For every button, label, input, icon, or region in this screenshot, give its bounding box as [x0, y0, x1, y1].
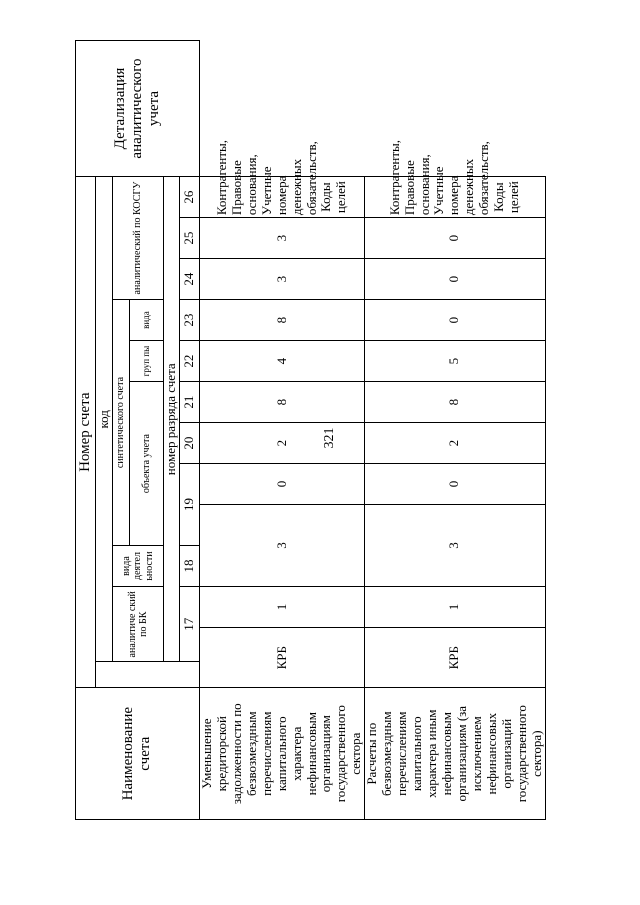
- digit-24: 24: [179, 259, 199, 300]
- row-kosgu-digit-1: 8: [199, 300, 364, 341]
- row-account-name: Расчеты по безвозмездным перечислениям капитального характера иным нефинансовым организациям (за исключением нефинансовых организаций государственного сектора): [365, 688, 545, 820]
- header-account-number: Номер счета: [76, 177, 96, 688]
- digit-21: 21: [179, 382, 199, 423]
- row-kosgu-digit-2: 3: [199, 259, 364, 300]
- digit-20: 20: [179, 423, 199, 464]
- row-kosgu-digit-1: 0: [365, 300, 545, 341]
- table-row: [199, 41, 364, 820]
- account-table: [75, 40, 546, 820]
- row-activity: 1: [199, 587, 364, 628]
- row-group: 8: [365, 382, 545, 423]
- digit-18: 18: [179, 546, 199, 587]
- row-kind: 5: [365, 341, 545, 382]
- row-bk: КРБ: [199, 627, 364, 687]
- row-object-digit-3: 2: [365, 423, 545, 464]
- header-code: код: [96, 177, 113, 662]
- row-object-digit-2: 0: [365, 464, 545, 505]
- row-kosgu-digit-3: 3: [199, 218, 364, 259]
- header-group: груп пы: [130, 341, 164, 382]
- row-object-digit-3: 2: [199, 423, 364, 464]
- header-object: объекта учета: [130, 382, 164, 546]
- digit-19: 19: [179, 464, 199, 546]
- header-analytic-kosgu: аналитический по КОСГУ: [113, 177, 164, 300]
- row-object-digit-1: 3: [199, 505, 364, 587]
- header-activity-type: вида деятел ьности: [113, 546, 164, 587]
- digit-17: 17: [179, 587, 199, 663]
- digit-22: 22: [179, 341, 199, 382]
- header-synthetic: синтетического счета: [113, 300, 130, 546]
- header-spacer: [96, 662, 200, 688]
- rotated-table-container: [75, 40, 544, 820]
- page-number: 321: [322, 427, 337, 449]
- header-digit-row-label: номер разряда счета: [164, 177, 180, 662]
- row-object-digit-2: 0: [199, 464, 364, 505]
- table-row: [365, 41, 545, 820]
- row-kosgu-digit-3: 0: [365, 218, 545, 259]
- header-detail: Детализация аналитического учета: [76, 41, 200, 177]
- row-account-name: Уменьшение кредиторской задолженности по безвозмездным перечислениям капитального характера нефинансовым организациям государственного сектора: [199, 688, 364, 820]
- header-kind: вида: [130, 300, 164, 341]
- row-bk: КРБ: [365, 627, 545, 687]
- digit-26: 26: [179, 177, 199, 218]
- row-detail: Контрагенты, Правовые основания, Учетные номера денежных обязательств, Коды целей: [365, 177, 545, 218]
- row-detail: Контрагенты, Правовые основания, Учетные номера денежных обязательств, Коды целей: [199, 177, 364, 218]
- row-activity: 1: [365, 587, 545, 628]
- row-group: 8: [199, 382, 364, 423]
- row-object-digit-1: 3: [365, 505, 545, 587]
- header-analytic-bk: аналитиче ский по БК: [113, 587, 164, 663]
- digit-25: 25: [179, 218, 199, 259]
- digit-23: 23: [179, 300, 199, 341]
- header-account-name: Наименование счета: [76, 688, 200, 820]
- row-kosgu-digit-2: 0: [365, 259, 545, 300]
- row-kind: 4: [199, 341, 364, 382]
